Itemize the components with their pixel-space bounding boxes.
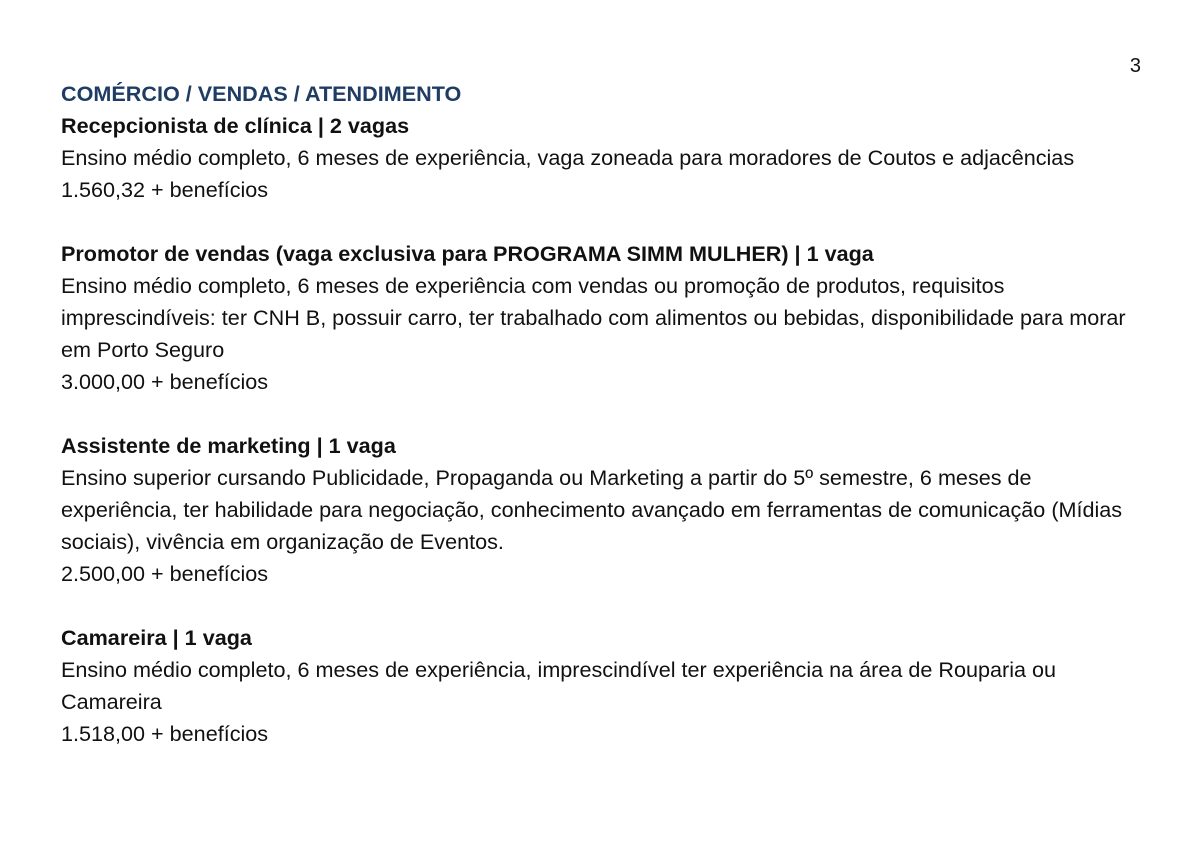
job-description: Ensino médio completo, 6 meses de experiência com vendas ou promoção de produtos, requisitos imprescindíveis: ter CNH B, possuir carro, ter trabalhado com alimentos ou bebidas, disponibilidade para morar em Porto Seguro <box>61 273 1126 362</box>
job-entry-camareira <box>61 622 1151 750</box>
job-salary: 1.560,32 + benefícios <box>61 177 269 202</box>
job-title: Assistente de marketing | 1 vaga <box>61 433 396 458</box>
job-entry-promotor <box>61 238 1151 398</box>
job-description: Ensino superior cursando Publicidade, Propaganda ou Marketing a partir do 5º semestre, 6 meses de experiência, ter habilidade para negociação, conhecimento avançado em ferramentas de comunicação (Mídias sociais), vivência em organização de Eventos. <box>61 465 1123 554</box>
section-heading: COMÉRCIO / VENDAS / ATENDIMENTO <box>61 81 462 106</box>
job-salary: 1.518,00 + benefícios <box>61 721 269 746</box>
job-title: Promotor de vendas (vaga exclusiva para PROGRAMA SIMM MULHER) | 1 vaga <box>61 241 874 266</box>
page-number: 3 <box>1129 55 1141 77</box>
job-salary: 3.000,00 + benefícios <box>61 369 269 394</box>
job-salary: 2.500,00 + benefícios <box>61 561 269 586</box>
job-title: Recepcionista de clínica | 2 vagas <box>61 113 410 138</box>
job-entry-assistente-marketing <box>61 430 1151 590</box>
job-listing-content <box>61 78 1151 782</box>
job-entry-recepcionista <box>61 110 1151 206</box>
job-description: Ensino médio completo, 6 meses de experiência, vaga zoneada para moradores de Coutos e adjacências <box>61 145 1075 170</box>
job-title: Camareira | 1 vaga <box>61 625 252 650</box>
job-description: Ensino médio completo, 6 meses de experiência, imprescindível ter experiência na área de Rouparia ou Camareira <box>61 657 1057 714</box>
